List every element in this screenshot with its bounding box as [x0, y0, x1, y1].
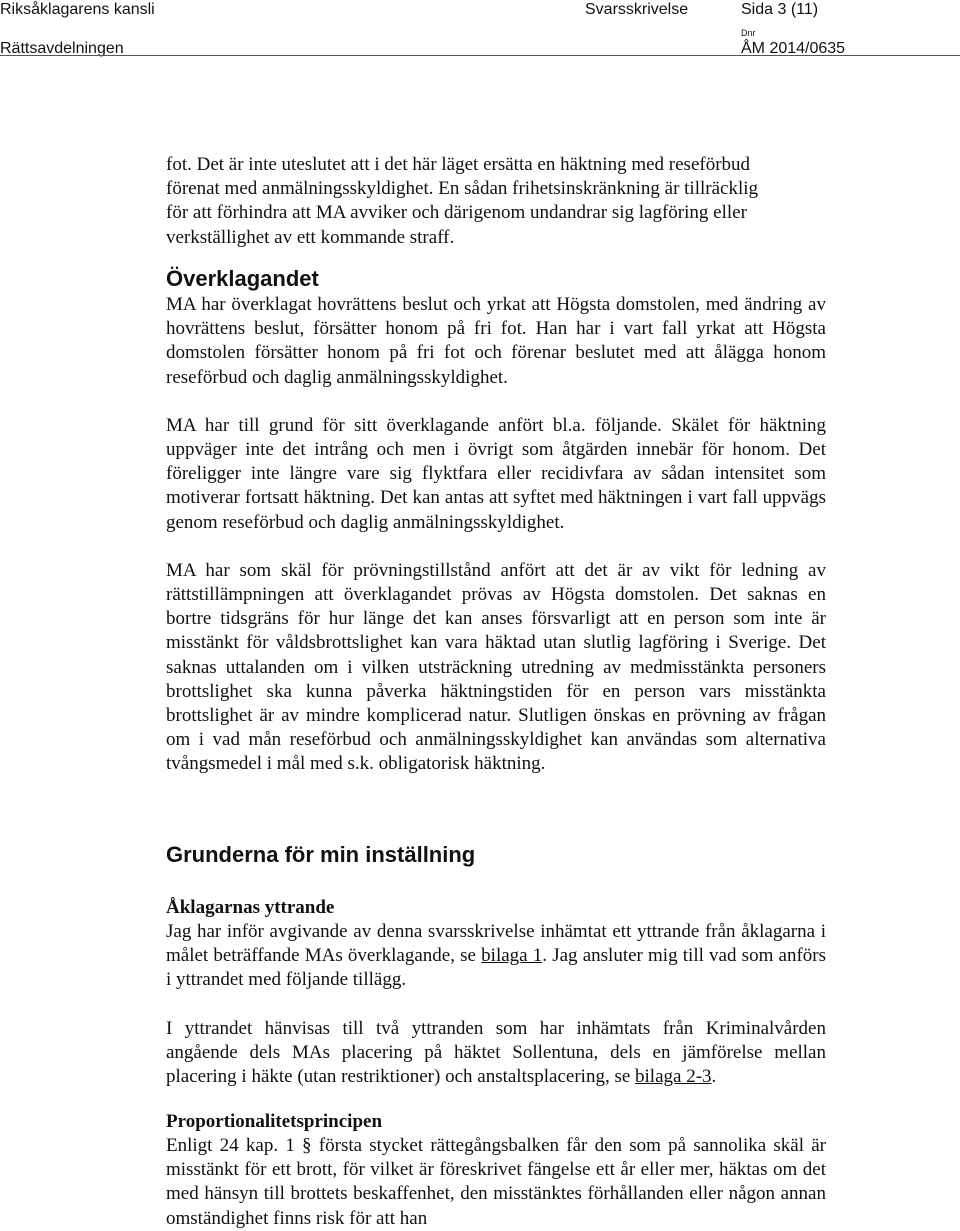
intro-line: förenat med anmälningsskyldighet. En sådan frihetsinskränkning är tillräcklig [166, 178, 759, 200]
paragraph-aklagarnas-1: Jag har inför avgivande av denna svarsskrivelse inhämtat ett yttrande från åklagarna i målet beträffande MAs överklagande, se bilaga 1. Jag ansluter mig till vad som anförs i yttrandet med följande tillägg. [166, 921, 827, 991]
heading-grunderna: Grunderna för min inställning [166, 842, 476, 867]
paragraph-provningstillstand: MA har som skäl för prövningstillstånd anfört att det är av vikt för ledning av rättstillämpningen att överklagandet prövas av Högsta domstolen. Det saknas en bortre tidsgräns för hur länge det kan anses försvarligt att en person som inte är misstänkt för våldsbrottslighet kan vara häktad utan slutlig lagföring i Sverige. Det saknas uttalanden om i vilken utsträckning utredning av medmisstänkta personers brottslighet ska kunna påverka häktningstiden för en person vars misstänkta brottslighet är av mindre komplicerad natur. Slutligen önskas en prövning av frågan om i vad mån reseförbud och anmälningsskyldighet kan användas som alternativa tvångsmedel i mål med s.k. obligatorisk häktning. [166, 559, 826, 775]
paragraph-aklagarnas-2: I yttrandet hänvisas till två yttranden som har inhämtats från Kriminalvården angående dels MAs placering på häktet Sollentuna, dels en jämförelse mellan placering i häkte (utan restriktioner) och anstaltsplacering, se bilaga 2-3. [166, 1017, 826, 1088]
intro-line: fot. Det är inte uteslutet att i det här läget ersätta en häktning med reseförbud [166, 154, 751, 175]
section-grunderna [166, 842, 826, 868]
heading-proportionalitetsprincipen: Proportionalitetsprincipen [166, 1111, 383, 1132]
header-dnr-label: Dnr [741, 28, 756, 38]
link-bilaga-2-3[interactable]: bilaga 2-3 [635, 1066, 712, 1088]
heading-overklagandet: Överklagandet [166, 266, 319, 291]
paragraph-yrkande: MA har överklagat hovrättens beslut och yrkat att Högsta domstolen, med ändring av hovrättens beslut, försätter honom på fri fot. Han har i vart fall yrkat att Högsta domstolen försätter honom på fri fot och förenar beslutet med att ålägga honom reseförbud och daglig anmälningsskyldighet. [166, 294, 826, 388]
intro-paragraph [166, 153, 826, 250]
section-overklagandet [166, 266, 826, 777]
header-dept: Rättsavdelningen [0, 40, 124, 57]
paragraph-proportionalitet-1: Enligt 24 kap. 1 § första stycket rättegångsbalken får den som på sannolika skäl är misstänkt för ett brott, för vilket är föreskrivet fängelse ett år eller mer, häktas om det med hänsyn till brottets beskaffenhet, den misstänktes förhållanden eller någon annan omständighet finns risk för att han [166, 1135, 826, 1229]
link-bilaga-1[interactable]: bilaga 1 [481, 945, 543, 967]
header-org: Riksåklagarens kansli [0, 1, 155, 18]
subsection-proportionalitetsprincipen [166, 1110, 826, 1231]
header-dnr-number: ÅM 2014/0635 [741, 40, 846, 57]
heading-aklagarnas-yttrande: Åklagarnas yttrande [166, 897, 335, 918]
header-page-number: Sida 3 (11) [741, 1, 819, 18]
intro-line: verkställighet av ett kommande straff. [166, 226, 455, 248]
intro-line: för att förhindra att MA avviker och därigenom undandrar sig lagföring eller [166, 202, 747, 224]
header-doc-type: Svarsskrivelse [585, 1, 689, 18]
paragraph-grund: MA har till grund för sitt överklagande anfört bl.a. följande. Skälet för häktning uppväger inte det intrång och men i övrigt som åtgärden innebär för honom. Det föreligger inte längre vare sig flyktfara eller recidivfara av sådan intensitet som motiverar fortsatt häktning. Det kan antas att syftet med häktningen i vart fall uppvägs genom reseförbud och daglig anmälningsskyldighet. [166, 414, 826, 533]
header-divider [0, 55, 960, 56]
subsection-aklagarnas-yttrande [166, 896, 826, 1089]
